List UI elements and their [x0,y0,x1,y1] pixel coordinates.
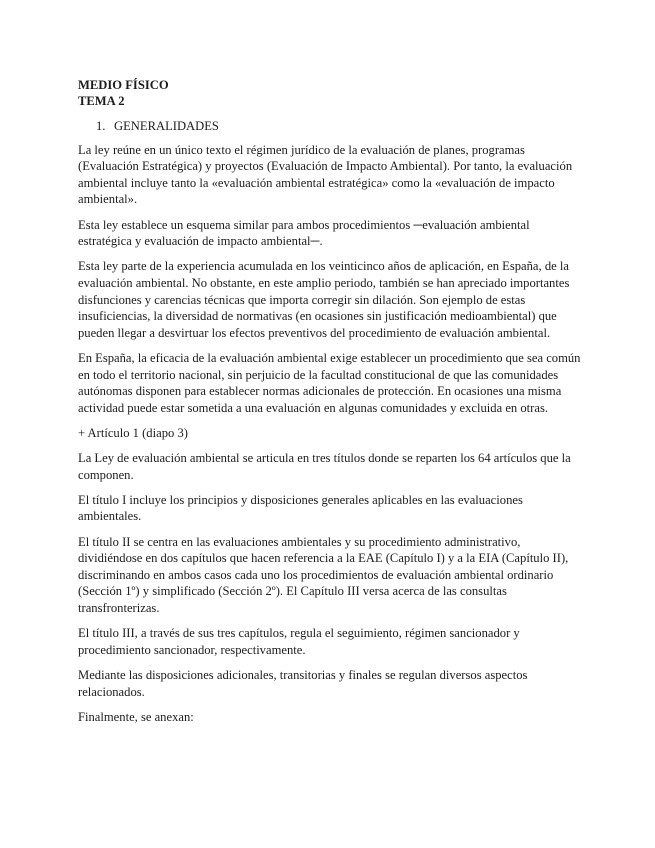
paragraph: Finalmente, se anexan: [78,709,194,724]
document-title: MEDIO FÍSICO [78,78,169,92]
section-title: GENERALIDADES [114,119,219,133]
paragraph: Mediante las disposiciones adicionales, transitorias y finales se regulan diversos aspectos relacionados. [78,667,528,699]
paragraph: Esta ley parte de la experiencia acumulada en los veinticinco años de aplicación, en España, de la evaluación ambiental. No obstante, en este amplio periodo, también se han apreciado importantes disfunciones y carencias técnicas que importa corregir sin dilación. Son ejemplo de estas insuficiencias, la diversidad de normativas (en ocasiones sin justificación medioambiental) que pueden llegar a desvirtuar los efectos preventivos del procedimiento de evaluación ambiental. [78,259,570,340]
paragraph: La Ley de evaluación ambiental se articula en tres títulos donde se reparten los 64 artículos que la componen. [78,451,571,482]
document-subtitle: TEMA 2 [78,94,125,108]
paragraph: El título II se centra en las evaluaciones ambientales y su procedimiento administrativo, dividiéndose en dos capítulos que hacen referencia a la EAE (Capítulo I) y a la EIA (Capítulo II), discriminando en ambos casos cada uno los procedimientos de evaluación ambiental ordinario (Sección 1º) y simplificado (Sección 2º). El Capítulo III versa acerca de las consultas transfronterizas. [78,534,569,615]
section-heading [96,118,581,135]
article-reference: + Artículo 1 (diapo 3) [78,425,188,440]
section-number: 1. [96,119,106,133]
paragraph: En España, la eficacia de la evaluación ambiental exige establecer un procedimiento que sea común en todo el territorio nacional, sin perjuicio de la facultad constitucional de que las comunidades autónomas disponen para establecer normas adicionales de protección. En ocasiones una misma actividad puede estar sometida a una evaluación en algunas comunidades y excluida en otras. [78,350,581,415]
paragraph: El título III, a través de sus tres capítulos, regula el seguimiento, régimen sancionador y procedimiento sancionador, respectivamente. [78,626,520,657]
paragraph: Esta ley establece un esquema similar para ambos procedimientos ─evaluación ambiental estratégica y evaluación de impacto ambiental─. [78,217,530,249]
paragraph: La ley reúne en un único texto el régimen jurídico de la evaluación de planes, programas (Evaluación Estratégica) y proyectos (Evaluación de Impacto Ambiental). Por tanto, la evaluación ambiental incluye tanto la «evaluación ambiental estratégica» como la «evaluación de impacto ambiental». [78,142,573,207]
document-page [78,77,581,734]
paragraph: El título I incluye los principios y disposiciones generales aplicables en las evaluaciones ambientales. [78,492,523,524]
